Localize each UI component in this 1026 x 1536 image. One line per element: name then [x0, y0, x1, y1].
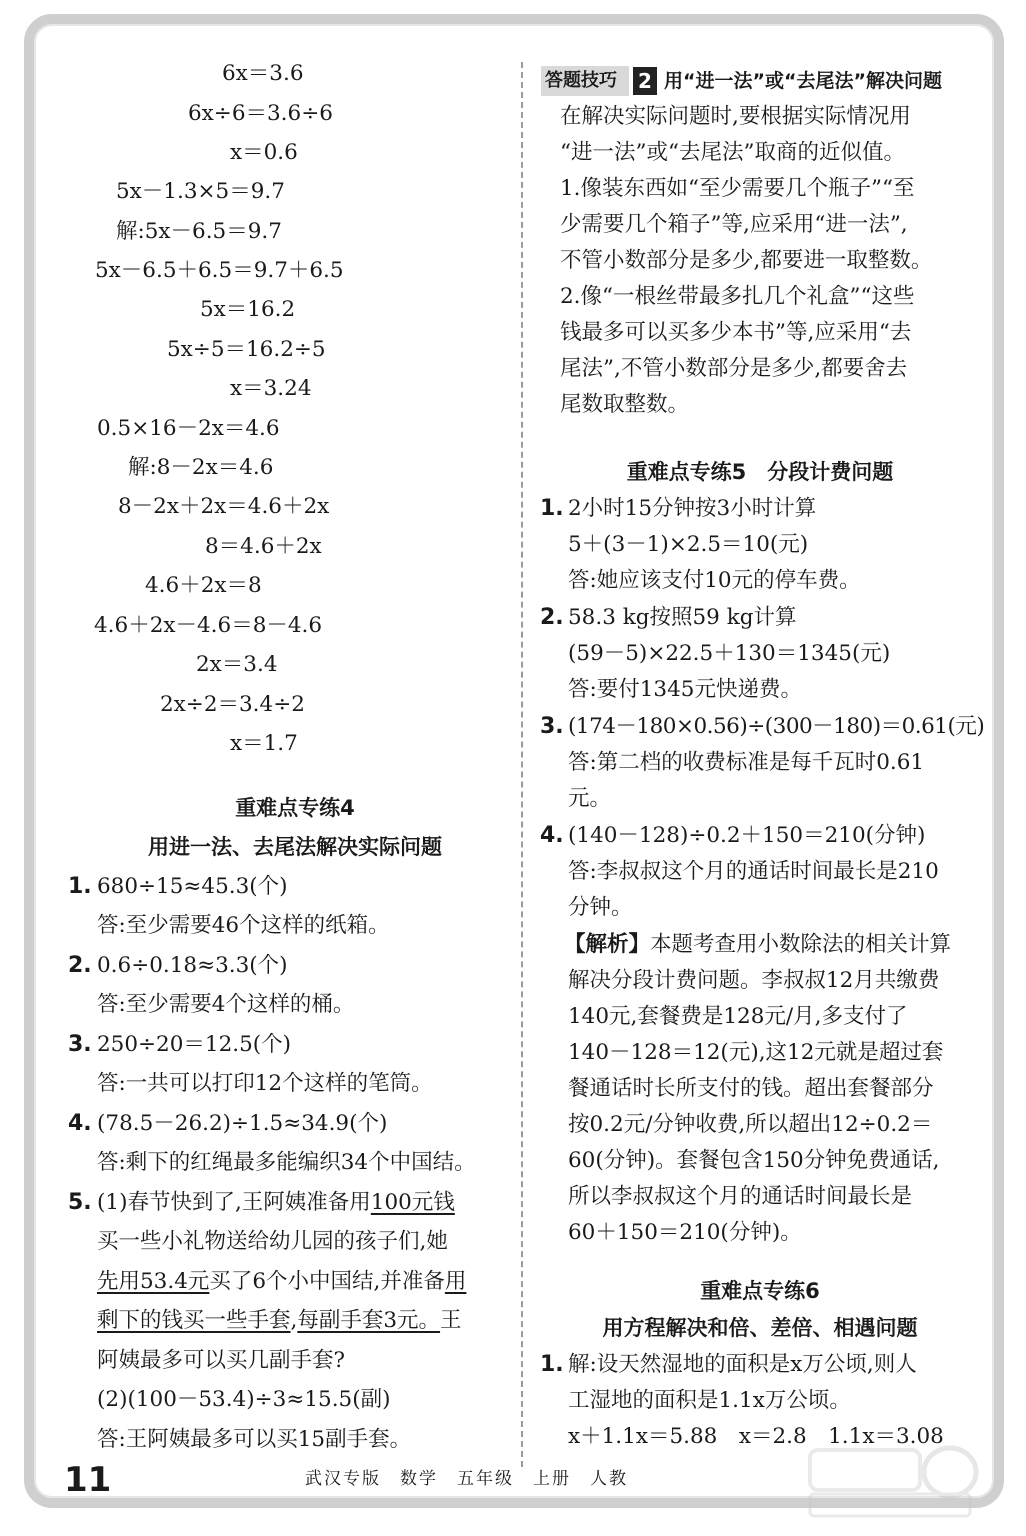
- answer-line: 答:要付1345元快递费。: [568, 677, 802, 702]
- equation-line: 5x÷5＝16.2÷5: [167, 337, 326, 362]
- answer-line: 答:李叔叔这个月的通话时间最长是210: [568, 859, 939, 884]
- answer-line: 0.6÷0.18≈3.3(个): [97, 953, 288, 978]
- tip-line: 少需要几个箱子”等,应采用“进一法”,: [560, 212, 908, 237]
- tip-title: 用“进一法”或“去尾法”解决问题: [664, 70, 942, 92]
- answer-line: 250÷20＝12.5(个): [97, 1032, 292, 1057]
- question-line: 阿姨最多可以买几副手套?: [97, 1348, 346, 1373]
- item-number: 4.: [540, 823, 564, 848]
- tip-line: 钱最多可以买多少本书”等,应采用“去: [560, 320, 912, 345]
- equation-line: 6x＝3.6: [222, 61, 304, 86]
- equation-line: 5x－6.5＋6.5＝9.7＋6.5: [95, 258, 344, 283]
- section4-title: 重难点专练4: [235, 796, 355, 820]
- watermark-logo: [800, 1440, 985, 1520]
- equation-line: 0.5×16－2x＝4.6: [97, 416, 280, 441]
- equation-line: 2x＝3.4: [196, 652, 278, 677]
- equation-line: 4.6＋2x＝8: [145, 573, 262, 598]
- analysis-line: 按0.2元/分钟收费,所以超出12÷0.2＝: [568, 1112, 933, 1137]
- tip-label: 答题技巧: [545, 70, 617, 91]
- answer-line: 58.3 kg按照59 kg计算: [568, 605, 797, 630]
- question-line: 先用53.4元买了6个小中国结,并准备用: [97, 1269, 467, 1294]
- equation-line: 8＝4.6＋2x: [205, 534, 322, 559]
- answer-line: 680÷15≈45.3(个): [97, 874, 288, 899]
- item-number: 3.: [540, 714, 564, 739]
- section6-subtitle: 用方程解决和倍、差倍、相遇问题: [602, 1316, 918, 1340]
- analysis-line: 60(分钟)。套餐包含150分钟免费通话,: [568, 1148, 940, 1173]
- tip-line: 尾法”,不管小数部分是多少,都要舍去: [560, 356, 908, 381]
- section6-title: 重难点专练6: [700, 1279, 820, 1303]
- page-number: 11: [64, 1460, 112, 1500]
- analysis-line: 解决分段计费问题。李叔叔12月共缴费: [568, 968, 940, 993]
- answer-line: 答:一共可以打印12个这样的笔筒。: [97, 1071, 433, 1096]
- answer-line: 答:至少需要46个这样的纸箱。: [97, 913, 390, 938]
- analysis-line: 140元,套餐费是128元/月,多支付了: [568, 1004, 908, 1029]
- column-divider: [521, 62, 523, 1467]
- item-number: 1.: [540, 1352, 564, 1377]
- item-number: 2.: [68, 953, 92, 978]
- answer-line: 元。: [568, 786, 612, 811]
- item-number: 2.: [540, 605, 564, 630]
- analysis-label: 【解析】: [564, 932, 651, 957]
- equation-line: 8－2x＋2x＝4.6＋2x: [118, 494, 330, 519]
- item-number: 1.: [540, 496, 564, 521]
- equation-line: 4.6＋2x－4.6＝8－4.6: [94, 613, 323, 638]
- answer-line: (78.5－26.2)÷1.5≈34.9(个): [97, 1111, 388, 1136]
- answer-line: 工湿地的面积是1.1x万公顷。: [568, 1388, 851, 1413]
- analysis-line: 餐通话时长所支付的钱。超出套餐部分: [568, 1076, 934, 1101]
- tip-line: 在解决实际问题时,要根据实际情况用: [560, 104, 911, 129]
- footer-text: 武汉专版 数学 五年级 上册 人教: [305, 1469, 628, 1489]
- answer-line: 答:剩下的红绳最多能编织34个中国结。: [97, 1150, 476, 1175]
- equation-line: 2x÷2＝3.4÷2: [160, 692, 305, 717]
- item-number: 1.: [68, 874, 92, 899]
- answer-line: (174－180×0.56)÷(300－180)＝0.61(元): [568, 714, 985, 739]
- answer-line: 答:第二档的收费标准是每千瓦时0.61: [568, 750, 925, 775]
- answer-line: 解:设天然湿地的面积是x万公顷,则人: [568, 1352, 917, 1377]
- item-number: 4.: [68, 1111, 92, 1136]
- equation-line: 6x÷6＝3.6÷6: [188, 101, 333, 126]
- tip-number-badge: 2: [633, 67, 657, 95]
- section4-subtitle: 用进一法、去尾法解决实际问题: [148, 835, 442, 859]
- answer-line: (140－128)÷0.2＋150＝210(分钟): [568, 823, 926, 848]
- equation-line: x＝0.6: [230, 140, 298, 165]
- question-line: 剩下的钱买一些手套,每副手套3元。王: [97, 1308, 462, 1333]
- section5-title: 重难点专练5 分段计费问题: [626, 460, 894, 484]
- equation-line: x＝1.7: [230, 731, 298, 756]
- equation-line: 5x－1.3×5＝9.7: [116, 179, 285, 204]
- item-number: 5.: [68, 1190, 92, 1215]
- analysis-line: 140－128＝12(元),这12元就是超过套: [568, 1040, 944, 1065]
- tip-line: “进一法”或“去尾法”取商的近似值。: [560, 140, 905, 165]
- analysis-line: 60＋150＝210(分钟)。: [568, 1220, 802, 1245]
- tip-line: 1.像装东西如“至少需要几个瓶子”“至: [560, 176, 915, 201]
- tip-line: 2.像“一根丝带最多扎几个礼盒”“这些: [560, 284, 915, 309]
- answer-line: 答:至少需要4个这样的桶。: [97, 992, 355, 1017]
- answer-line: 答:王阿姨最多可以买15副手套。: [97, 1427, 412, 1452]
- question-line: 买一些小礼物送给幼儿园的孩子们,她: [97, 1229, 448, 1254]
- answer-line: 2小时15分钟按3小时计算: [568, 496, 817, 521]
- analysis-first-line: 【解析】本题考查用小数除法的相关计算: [564, 932, 952, 957]
- equation-line: x＝3.24: [230, 376, 312, 401]
- answer-line: 5＋(3－1)×2.5＝10(元): [568, 532, 809, 557]
- equation-line: 5x＝16.2: [200, 297, 296, 322]
- tip-line: 不管小数部分是多少,都要进一取整数。: [560, 248, 933, 273]
- item-number: 3.: [68, 1032, 92, 1057]
- tip-line: 尾数取整数。: [560, 392, 690, 417]
- answer-line: 分钟。: [568, 895, 633, 920]
- equation-line: 解:5x－6.5＝9.7: [116, 219, 282, 244]
- answer-line: x＋1.1x＝5.88 x＝2.8 1.1x＝3.08: [568, 1424, 944, 1449]
- question-line: (1)春节快到了,王阿姨准备用100元钱: [97, 1190, 455, 1215]
- answer-line: (59－5)×22.5＋130＝1345(元): [568, 641, 891, 666]
- answer-line: (2)(100－53.4)÷3≈15.5(副): [97, 1387, 391, 1412]
- answer-line: 答:她应该支付10元的停车费。: [568, 568, 861, 593]
- equation-line: 解:8－2x＝4.6: [128, 455, 274, 480]
- analysis-line: 所以李叔叔这个月的通话时间最长是: [568, 1184, 913, 1209]
